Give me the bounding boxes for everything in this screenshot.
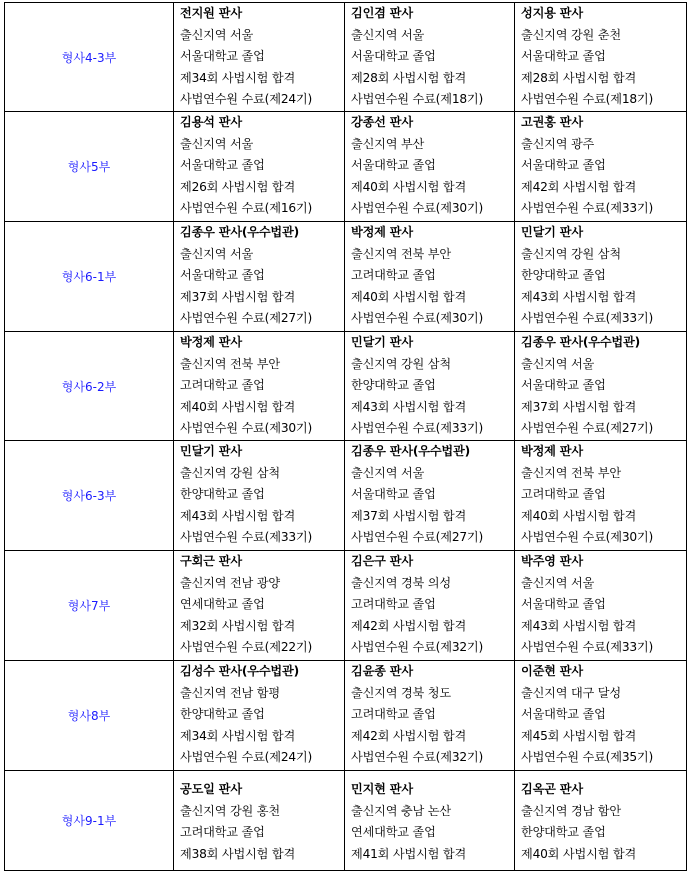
judge-detail: 한양대학교 졸업 xyxy=(351,378,436,392)
judge-detail: 제28회 사법시험 합격 xyxy=(521,70,637,85)
judge-detail: 제42회 사법시험 합격 xyxy=(521,179,637,194)
judge-detail: 출신지역 전남 광양 xyxy=(180,575,280,590)
judge-detail: 사법연수원 수료(제32기) xyxy=(351,640,484,654)
judge-cell xyxy=(515,332,687,441)
judge-detail: 제43회 사법시험 합격 xyxy=(521,289,637,304)
judge-name: 이준현 판사 xyxy=(521,664,583,678)
judge-detail: 고려대학교 졸업 xyxy=(521,487,606,501)
department-cell: 형사5부 xyxy=(5,112,174,222)
judge-detail: 제42회 사법시험 합격 xyxy=(351,728,467,743)
judge-detail: 서울대학교 졸업 xyxy=(180,158,265,172)
judge-detail: 출신지역 경북 의성 xyxy=(351,575,451,590)
judge-cell xyxy=(345,222,515,332)
judge-detail: 출신지역 서울 xyxy=(521,356,595,371)
judge-cell xyxy=(174,222,345,332)
judge-detail: 출신지역 광주 xyxy=(521,136,595,151)
judge-detail: 사법연수원 수료(제33기) xyxy=(521,201,654,215)
judge-name: 김종우 판사(우수법관) xyxy=(521,335,640,349)
judge-name: 김인겸 판사 xyxy=(351,6,413,20)
judge-cell xyxy=(345,3,515,112)
judge-detail: 서울대학교 졸업 xyxy=(351,49,436,63)
judge-detail: 출신지역 서울 xyxy=(180,27,254,42)
judge-name: 박정제 판사 xyxy=(180,335,242,349)
judge-detail: 서울대학교 졸업 xyxy=(180,49,265,63)
judge-detail: 제42회 사법시험 합격 xyxy=(351,618,467,633)
judge-detail: 출신지역 부산 xyxy=(351,136,425,151)
judge-detail: 출신지역 서울 xyxy=(351,27,425,42)
judge-detail: 연세대학교 졸업 xyxy=(351,825,436,839)
judge-detail: 사법연수원 수료(제33기) xyxy=(521,640,654,654)
judge-cell xyxy=(174,441,345,551)
judge-detail: 고려대학교 졸업 xyxy=(180,825,265,839)
judge-detail: 고려대학교 졸업 xyxy=(351,597,436,611)
judge-detail: 출신지역 경남 함안 xyxy=(521,803,621,818)
judge-cell xyxy=(515,3,687,112)
judge-detail: 출신지역 강원 춘천 xyxy=(521,27,621,42)
judge-detail: 제41회 사법시험 합격 xyxy=(351,846,467,861)
judge-cell xyxy=(174,112,345,222)
judge-detail: 제37회 사법시험 합격 xyxy=(521,399,637,414)
judge-detail: 사법연수원 수료(제30기) xyxy=(351,201,484,215)
table-row xyxy=(5,3,687,112)
judge-detail: 제34회 사법시험 합격 xyxy=(180,728,296,743)
judge-name: 민달기 판사 xyxy=(351,335,413,349)
judge-detail: 출신지역 서울 xyxy=(351,465,425,480)
judge-detail: 출신지역 서울 xyxy=(521,575,595,590)
judge-detail: 사법연수원 수료(제35기) xyxy=(521,750,654,764)
judge-detail: 사법연수원 수료(제30기) xyxy=(180,421,313,435)
judge-detail: 제40회 사법시험 합격 xyxy=(521,846,637,861)
judge-cell xyxy=(345,771,515,871)
judge-detail: 출신지역 전남 함평 xyxy=(180,685,280,700)
judge-detail: 사법연수원 수료(제27기) xyxy=(351,530,484,544)
judge-detail: 사법연수원 수료(제30기) xyxy=(521,530,654,544)
judge-cell xyxy=(515,551,687,661)
department-cell: 형사6-3부 xyxy=(5,441,174,551)
department-cell: 형사6-1부 xyxy=(5,222,174,332)
judge-detail: 사법연수원 수료(제18기) xyxy=(351,92,484,106)
department-cell: 형사7부 xyxy=(5,551,174,661)
judge-detail: 서울대학교 졸업 xyxy=(180,268,265,282)
judge-detail: 연세대학교 졸업 xyxy=(180,597,265,611)
judge-detail: 사법연수원 수료(제33기) xyxy=(351,421,484,435)
judge-name: 박정제 판사 xyxy=(521,444,583,458)
judge-detail: 고려대학교 졸업 xyxy=(351,268,436,282)
judge-detail: 출신지역 강원 삼척 xyxy=(180,465,280,480)
table-body xyxy=(5,3,687,871)
judge-cell xyxy=(515,771,687,871)
judge-name: 김종우 판사(우수법관) xyxy=(180,225,299,239)
judge-detail: 사법연수원 수료(제27기) xyxy=(180,311,313,325)
judge-cell xyxy=(345,551,515,661)
judge-detail: 제40회 사법시험 합격 xyxy=(351,179,467,194)
judge-name: 민지현 판사 xyxy=(351,782,413,796)
department-cell: 형사9-1부 xyxy=(5,771,174,871)
department-cell: 형사4-3부 xyxy=(5,3,174,112)
judge-cell xyxy=(345,332,515,441)
judge-detail: 제26회 사법시험 합격 xyxy=(180,179,296,194)
judge-name: 민달기 판사 xyxy=(521,225,583,239)
judge-detail: 한양대학교 졸업 xyxy=(180,487,265,501)
judge-detail: 제28회 사법시험 합격 xyxy=(351,70,467,85)
judge-cell xyxy=(345,112,515,222)
judge-detail: 제38회 사법시험 합격 xyxy=(180,846,296,861)
judge-name: 김성수 판사(우수법관) xyxy=(180,664,299,678)
judge-detail: 제43회 사법시험 합격 xyxy=(180,508,296,523)
judge-detail: 사법연수원 수료(제30기) xyxy=(351,311,484,325)
judge-detail: 사법연수원 수료(제33기) xyxy=(521,311,654,325)
judge-name: 김은구 판사 xyxy=(351,554,413,568)
judge-detail: 사법연수원 수료(제16기) xyxy=(180,201,313,215)
table-row xyxy=(5,771,687,871)
judge-detail: 사법연수원 수료(제24기) xyxy=(180,750,313,764)
judge-detail: 서울대학교 졸업 xyxy=(521,597,606,611)
judge-detail: 출신지역 서울 xyxy=(180,246,254,261)
judge-name: 성지용 판사 xyxy=(521,6,583,20)
judge-detail: 고려대학교 졸업 xyxy=(180,378,265,392)
judge-name: 박정제 판사 xyxy=(351,225,413,239)
judge-name: 김종우 판사(우수법관) xyxy=(351,444,470,458)
judge-name: 김옥곤 판사 xyxy=(521,782,583,796)
judge-detail: 출신지역 전북 부안 xyxy=(180,356,280,371)
judge-detail: 출신지역 경북 청도 xyxy=(351,685,451,700)
table-row xyxy=(5,332,687,441)
judge-name: 박주영 판사 xyxy=(521,554,583,568)
judge-detail: 사법연수원 수료(제32기) xyxy=(351,750,484,764)
judge-detail: 고려대학교 졸업 xyxy=(351,707,436,721)
judge-detail: 출신지역 대구 달성 xyxy=(521,685,621,700)
judge-assignment-table xyxy=(4,2,687,871)
judge-detail: 한양대학교 졸업 xyxy=(521,268,606,282)
judge-cell xyxy=(515,441,687,551)
judge-detail: 서울대학교 졸업 xyxy=(351,158,436,172)
judge-name: 전지원 판사 xyxy=(180,6,242,20)
judge-detail: 서울대학교 졸업 xyxy=(521,49,606,63)
judge-detail: 한양대학교 졸업 xyxy=(521,825,606,839)
judge-detail: 한양대학교 졸업 xyxy=(180,707,265,721)
judge-detail: 사법연수원 수료(제24기) xyxy=(180,92,313,106)
judge-detail: 제43회 사법시험 합격 xyxy=(351,399,467,414)
judge-cell xyxy=(345,661,515,771)
department-cell: 형사6-2부 xyxy=(5,332,174,441)
judge-detail: 제40회 사법시험 합격 xyxy=(351,289,467,304)
judge-detail: 출신지역 전북 부안 xyxy=(521,465,621,480)
judge-cell xyxy=(515,222,687,332)
judge-detail: 출신지역 충남 논산 xyxy=(351,803,451,818)
judge-detail: 사법연수원 수료(제22기) xyxy=(180,640,313,654)
table-row xyxy=(5,551,687,661)
judge-cell xyxy=(174,332,345,441)
judge-detail: 서울대학교 졸업 xyxy=(351,487,436,501)
judge-name: 민달기 판사 xyxy=(180,444,242,458)
judge-cell xyxy=(345,441,515,551)
judge-detail: 출신지역 강원 삼척 xyxy=(521,246,621,261)
judge-detail: 출신지역 강원 삼척 xyxy=(351,356,451,371)
judge-detail: 사법연수원 수료(제33기) xyxy=(180,530,313,544)
judge-detail: 서울대학교 졸업 xyxy=(521,158,606,172)
judge-cell xyxy=(174,771,345,871)
judge-cell xyxy=(174,3,345,112)
judge-detail: 제45회 사법시험 합격 xyxy=(521,728,637,743)
judge-detail: 제34회 사법시험 합격 xyxy=(180,70,296,85)
judge-name: 구회근 판사 xyxy=(180,554,242,568)
judge-detail: 서울대학교 졸업 xyxy=(521,378,606,392)
judge-cell xyxy=(174,661,345,771)
table-row xyxy=(5,222,687,332)
department-cell: 형사8부 xyxy=(5,661,174,771)
judge-name: 김윤종 판사 xyxy=(351,664,413,678)
judge-cell xyxy=(515,112,687,222)
judge-detail: 제40회 사법시험 합격 xyxy=(521,508,637,523)
judge-name: 고권홍 판사 xyxy=(521,115,583,129)
judge-cell xyxy=(515,661,687,771)
judge-detail: 서울대학교 졸업 xyxy=(521,707,606,721)
table-row xyxy=(5,112,687,222)
judge-detail: 제32회 사법시험 합격 xyxy=(180,618,296,633)
judge-name: 공도일 판사 xyxy=(180,782,242,796)
judge-cell xyxy=(174,551,345,661)
judge-detail: 출신지역 전북 부안 xyxy=(351,246,451,261)
table-row xyxy=(5,661,687,771)
judge-detail: 제43회 사법시험 합격 xyxy=(521,618,637,633)
table-row xyxy=(5,441,687,551)
judge-detail: 출신지역 서울 xyxy=(180,136,254,151)
judge-name: 김용석 판사 xyxy=(180,115,242,129)
judge-detail: 제40회 사법시험 합격 xyxy=(180,399,296,414)
judge-name: 강종선 판사 xyxy=(351,115,413,129)
judge-detail: 출신지역 강원 홍천 xyxy=(180,803,280,818)
judge-detail: 사법연수원 수료(제27기) xyxy=(521,421,654,435)
judge-detail: 제37회 사법시험 합격 xyxy=(351,508,467,523)
judge-detail: 사법연수원 수료(제18기) xyxy=(521,92,654,106)
judge-detail: 제37회 사법시험 합격 xyxy=(180,289,296,304)
